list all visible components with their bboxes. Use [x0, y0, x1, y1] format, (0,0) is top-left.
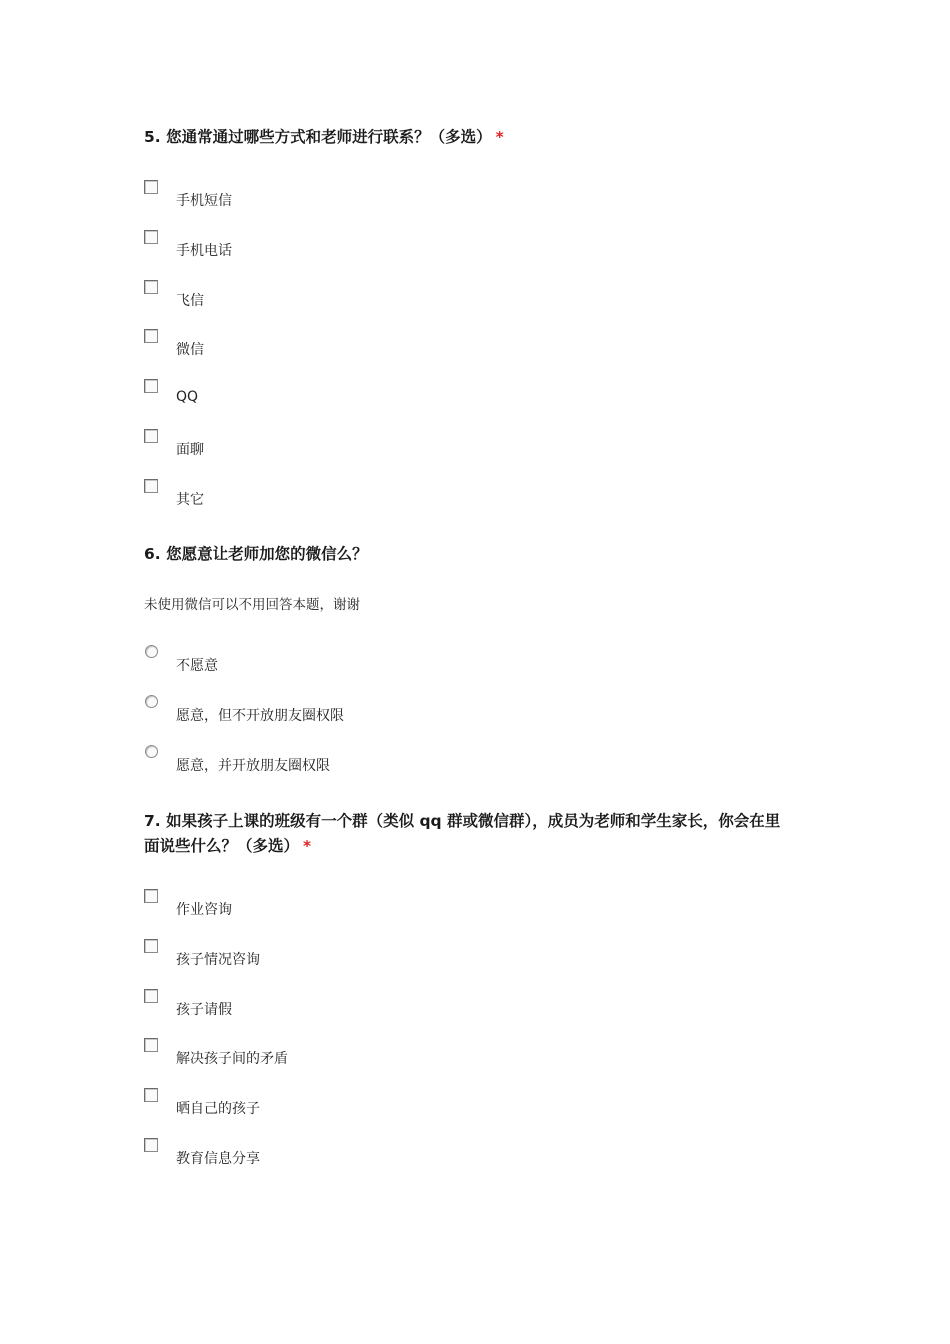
question-5-text: 5. 您通常通过哪些方式和老师进行联系？（多选）	[144, 128, 492, 146]
q7-option[interactable]	[144, 1138, 744, 1168]
checkbox[interactable]	[144, 1038, 158, 1052]
checkbox[interactable]	[144, 1088, 158, 1102]
option-label: 面聊	[176, 442, 204, 458]
checkbox[interactable]	[144, 939, 158, 953]
option-label: 孩子请假	[176, 1002, 232, 1018]
question-7-title	[144, 809, 824, 859]
option-label: 愿意，但不开放朋友圈权限	[176, 708, 344, 724]
q5-option[interactable]	[144, 479, 744, 509]
checkbox[interactable]	[144, 1138, 158, 1152]
option-label: QQ	[176, 389, 199, 405]
option-label: 愿意，并开放朋友圈权限	[176, 758, 330, 774]
question-7-text-line1: 7. 如果孩子上课的班级有一个群（类似 qq 群或微信群），成员为老师和学生家长，你会在里	[144, 812, 781, 830]
checkbox[interactable]	[144, 429, 158, 443]
option-label: 教育信息分享	[176, 1151, 260, 1167]
question-7-text-line2	[144, 834, 824, 859]
required-mark: *	[303, 837, 312, 855]
checkbox[interactable]	[144, 989, 158, 1003]
q5-option[interactable]	[144, 429, 744, 459]
option-label: 手机短信	[176, 193, 232, 209]
radio-button[interactable]	[145, 745, 158, 758]
q6-option[interactable]	[144, 645, 744, 675]
checkbox[interactable]	[144, 889, 158, 903]
question-5-title	[144, 125, 824, 150]
option-label: 解决孩子间的矛盾	[176, 1051, 288, 1067]
q5-option[interactable]	[144, 379, 744, 409]
checkbox[interactable]	[144, 379, 158, 393]
option-label: 晒自己的孩子	[176, 1101, 260, 1117]
q5-option[interactable]	[144, 230, 744, 260]
checkbox[interactable]	[144, 180, 158, 194]
checkbox[interactable]	[144, 479, 158, 493]
q5-option[interactable]	[144, 329, 744, 359]
checkbox[interactable]	[144, 230, 158, 244]
q7-option[interactable]	[144, 989, 744, 1019]
question-6-description: 未使用微信可以不用回答本题，谢谢	[144, 597, 360, 613]
q5-option[interactable]	[144, 180, 744, 210]
question-6-title	[144, 542, 824, 567]
q6-option[interactable]	[144, 695, 744, 725]
option-label: 孩子情况咨询	[176, 952, 260, 968]
q7-option[interactable]	[144, 1088, 744, 1118]
checkbox[interactable]	[144, 280, 158, 294]
radio-button[interactable]	[145, 695, 158, 708]
option-label: 飞信	[176, 293, 204, 309]
q7-option[interactable]	[144, 1038, 744, 1068]
question-7-text-line2-label: 面说些什么？（多选）	[144, 837, 300, 855]
option-label: 不愿意	[176, 658, 218, 674]
option-label: 手机电话	[176, 243, 232, 259]
checkbox[interactable]	[144, 329, 158, 343]
option-label: 其它	[176, 492, 204, 508]
option-label: 微信	[176, 342, 204, 358]
q5-option[interactable]	[144, 280, 744, 310]
q6-option[interactable]	[144, 745, 744, 775]
option-label: 作业咨询	[176, 902, 232, 918]
q7-option[interactable]	[144, 939, 744, 969]
q7-option[interactable]	[144, 889, 744, 919]
radio-button[interactable]	[145, 645, 158, 658]
required-mark: *	[495, 128, 504, 146]
question-6-text: 6. 您愿意让老师加您的微信么？	[144, 545, 368, 563]
